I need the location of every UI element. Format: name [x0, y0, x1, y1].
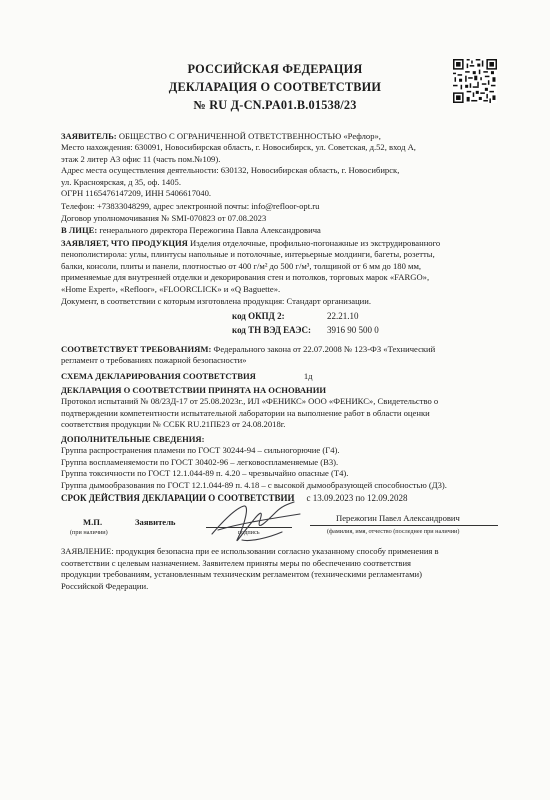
product-section: [61, 238, 501, 307]
extra-label: ДОПОЛНИТЕЛЬНЫЕ СВЕДЕНИЯ:: [61, 434, 205, 444]
person-section: [61, 225, 501, 236]
handwritten-signature: [198, 494, 308, 552]
statement-section: [61, 546, 501, 592]
header-title-declaration: ДЕКЛАРАЦИЯ О СООТВЕТСТВИИ: [168, 80, 382, 94]
okpd-value: 22.21.10: [327, 311, 359, 321]
stamp-label: М.П.: [83, 517, 103, 527]
basis-text-2: подтверждении компетентности испытательной лаборатории на выполнение работ в области оценки: [61, 407, 430, 418]
basis-section: [61, 385, 501, 431]
ogrn-inn: ОГРН 1165476147209, ИНН 5406617040.: [61, 188, 212, 199]
requirements-text-2: регламент о требованиях пожарной безопасности»: [61, 355, 247, 366]
declaration-number: № RU Д-CN.PA01.B.01538/23: [193, 98, 357, 112]
extra-section: [61, 434, 501, 491]
basis-label: ДЕКЛАРАЦИЯ О СООТВЕТСТВИИ ПРИНЯТА НА ОСНОВАНИИ: [61, 385, 327, 395]
applicant-address-2: этаж 2 литер А3 офис 11 (часть пом.№109).: [61, 153, 221, 164]
product-text-5: «Home Expert», «Refloor», «FLOORCLICK» и «Q Baguette».: [61, 283, 281, 294]
name-line: [310, 525, 498, 526]
contact-info: Телефон: +73833048299, адрес электронной почты: info@refloor-opt.ru: [61, 201, 320, 212]
applicant-sign-label: Заявитель: [135, 517, 176, 527]
activity-address-2: ул. Красноярская, д 35, оф. 1405.: [61, 176, 181, 187]
scheme-label: СХЕМА ДЕКЛАРИРОВАНИЯ СООТВЕТСТВИЯ: [61, 371, 256, 381]
extra-ignition: Группа воспламеняемости по ГОСТ 30402-96 – легковоспламеняемые (В3).: [61, 456, 339, 467]
statement-text-4: Российской Федерации.: [61, 580, 149, 591]
extra-toxicity: Группа токсичности по ГОСТ 12.1.044-89 п. 4.20 – чрезвычайно опасные (Т4).: [61, 468, 349, 479]
signer-name: Пережогин Павел Александрович: [336, 513, 460, 523]
qr-code-icon: [453, 59, 497, 103]
applicant-name: ОБЩЕСТВО С ОГРАНИЧЕННОЙ ОТВЕТСТВЕННОСТЬЮ «Рефлор»,: [116, 131, 381, 141]
applicant-section: [61, 131, 501, 224]
person-text: генерального директора Пережогина Павла Александровича: [97, 225, 321, 235]
tnved-value: 3916 90 500 0: [327, 325, 379, 335]
applicant-label: ЗАЯВИТЕЛЬ:: [61, 131, 117, 141]
statement-text-1: ЗАЯВЛЕНИЕ: продукция безопасна при ее использовании согласно указанному способу применения в: [61, 546, 439, 556]
extra-flame: Группа распространения пламени по ГОСТ 30244-94 – сильногорючие (Г4).: [61, 445, 340, 456]
tnved-label: код ТН ВЭД ЕАЭС:: [232, 325, 312, 335]
basis-text-1: Протокол испытаний № 08/23Д-17 от 25.08.2023г., ИЛ «ФЕНИКС» ООО «ФЕНИКС», Свидетельство о: [61, 396, 439, 407]
applicant-address-1: Место нахождения: 630091, Новосибирская область, г. Новосибирск, ул. Советская, д.52, вход А,: [61, 142, 416, 153]
requirements-text-1: Федерального закона от 22.07.2008 № 123-ФЗ «Технический: [211, 344, 436, 354]
okpd-row: [232, 311, 359, 321]
scheme-value: 1д: [303, 371, 313, 381]
authorization-contract: Договор уполномочивания № SMI-070823 от 07.08.2023: [61, 212, 267, 223]
stamp-note: (при наличии): [70, 529, 108, 536]
person-label: В ЛИЦЕ:: [61, 225, 98, 235]
signature-note: подпись: [238, 529, 260, 536]
validity-label: СРОК ДЕЙСТВИЯ ДЕКЛАРАЦИИ О СООТВЕТСТВИИ: [61, 493, 295, 503]
activity-address-1: Адрес места осуществления деятельности: 630132, Новосибирская область, г. Новосибирск,: [61, 165, 400, 176]
scheme-section: [61, 371, 501, 382]
statement-text-3: продукции требованиям, установленным техническим регламентом (техническими регламентами): [61, 569, 422, 580]
requirements-section: [61, 344, 501, 367]
requirements-label: СООТВЕТСТВУЕТ ТРЕБОВАНИЯМ:: [61, 344, 212, 354]
product-standard: Документ, в соответствии с которым изготовлена продукция: Стандарт организации.: [61, 296, 372, 307]
product-label: ЗАЯВЛЯЕТ, ЧТО ПРОДУКЦИЯ: [61, 238, 188, 248]
okpd-label: код ОКПД 2:: [232, 311, 285, 321]
header-title-country: РОССИЙСКАЯ ФЕДЕРАЦИЯ: [187, 62, 363, 76]
product-text-1: Изделия отделочные, профильно-погонажные из экструдированного: [187, 238, 441, 248]
validity-value: с 13.09.2023 по 12.09.2028: [306, 493, 408, 503]
tnved-row: [232, 325, 379, 335]
basis-text-3: соответствия продукции № ССБК RU.21ПБ23 от 24.08.2018г.: [61, 419, 286, 430]
product-text-4: применяемые для внутренней отделки и декорирования стен и потолков, торговых марок «FARGO»,: [61, 272, 430, 283]
product-text-2: пенополистирола: углы, плинтусы напольные и потолочные, интерьерные молдинги, багеты, розетты,: [61, 249, 435, 260]
product-text-3: балки, консоли, плиты и панели, плотностью от 400 г/м² до 500 г/м³, толщиной от 6 мм до 180 мм,: [61, 260, 422, 271]
extra-smoke: Группа дымообразования по ГОСТ 12.1.044-89 п. 4.18 – с высокой дымообразующей способностью (Д3).: [61, 479, 447, 490]
statement-text-2: соответствии с целевым назначением. Заявителем приняты меры по обеспечению соответствия: [61, 557, 412, 568]
name-note: (фамилия, имя, отчество (последнее при наличии): [327, 528, 460, 535]
